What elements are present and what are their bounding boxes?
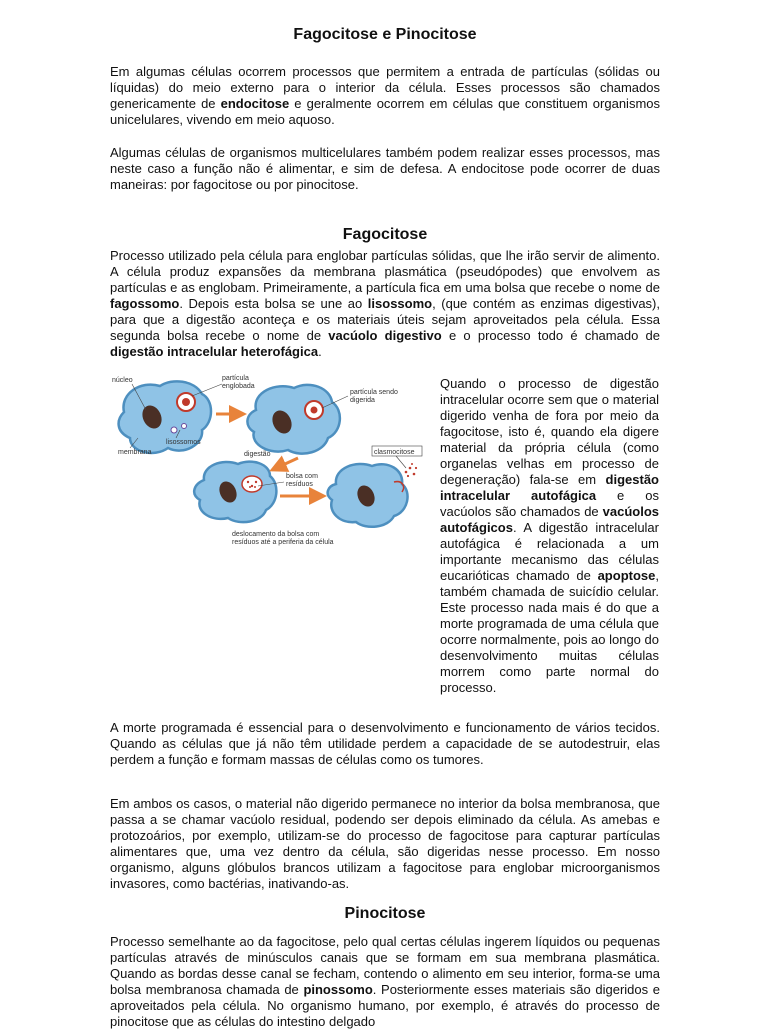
fagocitose-paragraph-3: Em ambos os casos, o material não digerido permanece no interior da bolsa membranosa, que passa a se chamar vacúolo residual, podendo ser depois eliminado da célula. As amebas e protozoários, por exemplo, utilizam-se do processo de fagocitose para capturar partículas alimentares que, uma vez dentro da célula, são digeridas nesse processo. Em nosso organismo, alguns glóbulos brancos utilizam a fagocitose para englobar microorganismos invasores, como bactérias, inativando-as. [110, 796, 660, 891]
term-endocitose: endocitose [220, 96, 290, 111]
term-fagossomo: fagossomo [110, 296, 180, 311]
page-title: Fagocitose e Pinocitose [293, 26, 477, 43]
term-vacuolo-digestivo: vacúolo digestivo [328, 328, 442, 343]
text-run: , também chamada de suicídio celular. Este processo nada mais é do que a morte programada de uma célula que ocorre normalmente, pois ao longo do desenvolvimento muitas células morrem como parte normal do processo. [440, 568, 659, 695]
text-run: . Depois esta bolsa se une ao [179, 296, 368, 311]
text-run: e o processo todo é chamado de [441, 328, 660, 343]
label-nucleo: núcleo [112, 377, 133, 384]
phagocytosis-diagram [110, 372, 426, 550]
cell-stage-4 [328, 464, 408, 527]
text-run: , (que contém as enzimas digestivas), para que a digestão aconteça e os materiais úteis sejam aproveitados pela célula. Essa segunda bolsa recebe o nome de [110, 296, 660, 343]
label-bolsa-1: bolsa com [286, 473, 318, 480]
label-deslocamento-2: resíduos até a periferia da célula [232, 539, 334, 546]
label-particula-1: partícula [222, 375, 249, 382]
arrow-stage-2-3 [272, 458, 298, 470]
fagocitose-paragraph-2: A morte programada é essencial para o desenvolvimento e funcionamento de vários tecidos. Quando as células que já não têm utilidade perdem a capacidade de se autodestruir, elas perdem a função e formam massas de células como os tumores. [110, 720, 660, 767]
intro-paragraph-1 [110, 64, 660, 128]
section-heading-pinocitose: Pinocitose [344, 905, 426, 922]
label-membrana: membrana [118, 449, 152, 456]
text-run: Em algumas células ocorrem processos que permitem a entrada de partículas (sólidas ou líquidas) do meio externo para o interior da célula. Esses processos são chamados genericamente de [110, 64, 660, 111]
label-lisossomos: lisossomos [166, 439, 201, 446]
fagocitose-side-paragraph [440, 376, 659, 696]
term-pinossomo: pinossomo [303, 982, 373, 997]
pinocitose-paragraph-1 [110, 934, 660, 1030]
text-run: e os vacúolos são chamados de [440, 488, 659, 519]
cell-stage-2 [247, 385, 339, 454]
label-particula-2: englobada [222, 383, 255, 390]
label-digerida-2: digerida [350, 397, 375, 404]
label-digerida-1: partícula sendo [350, 389, 398, 396]
term-lisossomo: lisossomo [367, 296, 433, 311]
section-heading-fagocitose: Fagocitose [342, 226, 428, 243]
label-clasmocitose: clasmocitose [374, 449, 415, 456]
label-deslocamento-1: deslocamento da bolsa com [232, 531, 320, 538]
text-run: . [318, 344, 322, 359]
term-digestao-autofagica: digestão intracelular autofágica [440, 472, 659, 503]
text-run: Processo semelhante ao da fagocitose, pelo qual certas células ingerem líquidos ou pequenas partículas através de minúsculos canais que se formam em sua membrana plasmática. Quando as bordas desse canal se fecham, contendo o alimento em seu interior, forma-se uma bolsa membranosa chamada de [110, 934, 660, 997]
text-run: e geralmente ocorrem em células que constituem organismos unicelulares, vivendo em meio aquoso. [110, 96, 660, 127]
expelled-residues [405, 463, 417, 477]
fagocitose-paragraph-1 [110, 248, 660, 360]
text-run: . A digestão intracelular autofágica é relacionada a um importante mecanismo das células eucarióticas chamado de [440, 520, 659, 583]
text-run: Quando o processo de digestão intracelular ocorre sem que o material digerido venha de fora por meio da fagocitose, isto é, quando ela digere material da própria célula (como organelas velhas em processo de degeneração) fala-se em [440, 376, 659, 487]
term-digestao-heterofagica: digestão intracelular heterofágica [110, 344, 319, 359]
text-run: Processo utilizado pela célula para englobar partículas sólidas, que lhe irão servir de alimento. A célula produz expansões da membrana plasmática (pseudópodes) que envolvem as partículas e as englobam. Primeiramente, a partícula fica em uma bolsa que recebe o nome de [110, 248, 660, 295]
cell-stage-3 [194, 462, 276, 523]
label-bolsa-2: resíduos [286, 481, 313, 488]
term-vacuolos-autofagicos: vacúolos autofágicos [440, 504, 659, 535]
label-digestao: digestão [244, 451, 271, 458]
phagocytosis-illustration [110, 372, 426, 550]
text-run: . Posteriormente esses materiais são digeridos e aproveitados pela célula. No organismo humano, por exemplo, é através do processo de pinocitose que as células do intestino delgado [110, 982, 660, 1029]
term-apoptose: apoptose [597, 568, 656, 583]
intro-paragraph-2: Algumas células de organismos multicelulares também podem realizar esses processos, mas neste caso a função não é alimentar, e sim de defesa. A endocitose pode ocorrer de duas maneiras: por fagocitose ou por pinocitose. [110, 145, 660, 192]
